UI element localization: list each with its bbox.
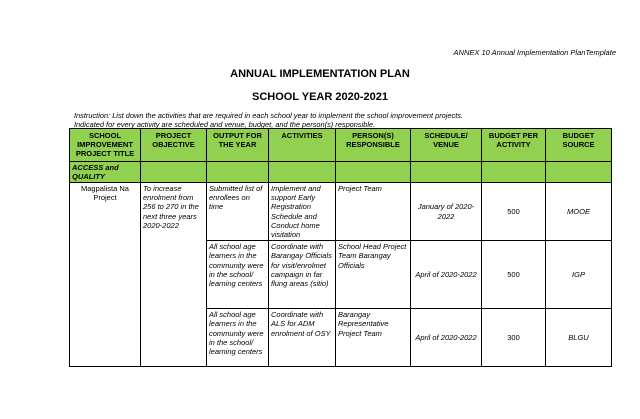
project-objective-cell: To increase enrolment from 256 to 270 in the next three years 2020-2022 bbox=[141, 183, 207, 241]
section-cell bbox=[269, 161, 336, 182]
project-objective-cell-continued bbox=[141, 241, 207, 309]
table-row bbox=[70, 183, 612, 241]
project-title-cell: Magpalista Na Project bbox=[70, 183, 141, 241]
header-row bbox=[70, 129, 612, 162]
budget-cell: 500 bbox=[482, 241, 546, 309]
persons-cell: School Head Project Team Barangay Officials bbox=[336, 241, 411, 309]
persons-cell: Project Team bbox=[336, 183, 411, 241]
schedule-cell: April of 2020-2022 bbox=[411, 309, 482, 367]
header-project-objective: PROJECT OBJECTIVE bbox=[141, 129, 207, 162]
output-cell: All school age learners in the community were in the school/ learning centers bbox=[207, 241, 269, 309]
budget-cell: 300 bbox=[482, 309, 546, 367]
activity-cell: Coordinate with ALS for ADM enrolment of OSY bbox=[269, 309, 336, 367]
instruction-line-2: Indicated for every activity are scheduled and venue, budget, and the person(s) responsible. bbox=[74, 120, 376, 129]
header-school-project-title: SCHOOL IMPROVEMENT PROJECT TITLE bbox=[70, 129, 141, 162]
source-cell: BLGU bbox=[546, 309, 612, 367]
page-title: ANNUAL IMPLEMENTATION PLAN bbox=[230, 68, 410, 80]
header-persons: PERSON(S) RESPONSIBLE bbox=[336, 129, 411, 162]
schedule-cell: January of 2020-2022 bbox=[411, 183, 482, 241]
table-row bbox=[70, 241, 612, 309]
section-label: ACCESS and QUALITY bbox=[70, 161, 141, 182]
table-row bbox=[70, 309, 612, 367]
header-output: OUTPUT FOR THE YEAR bbox=[207, 129, 269, 162]
project-title-cell-continued bbox=[70, 309, 141, 367]
header-source: BUDGET SOURCE bbox=[546, 129, 612, 162]
header-budget: BUDGET PER ACTIVITY bbox=[482, 129, 546, 162]
section-row bbox=[70, 161, 612, 182]
output-cell: Submitted list of enrollees on time bbox=[207, 183, 269, 241]
project-title-cell-continued bbox=[70, 241, 141, 309]
activity-cell: Implement and support Early Registration Schedule and Conduct home visitation bbox=[269, 183, 336, 241]
section-cell bbox=[482, 161, 546, 182]
page-subtitle: SCHOOL YEAR 2020-2021 bbox=[252, 91, 388, 103]
section-cell bbox=[411, 161, 482, 182]
source-cell: IGP bbox=[546, 241, 612, 309]
source-cell: MOOE bbox=[546, 183, 612, 241]
activity-cell: Coordinate with Barangay Officials for visit/enrolmet campaign in far flung areas (sitio) bbox=[269, 241, 336, 309]
section-cell bbox=[546, 161, 612, 182]
project-objective-cell-continued bbox=[141, 309, 207, 367]
header-schedule: SCHEDULE/ VENUE bbox=[411, 129, 482, 162]
implementation-plan-table bbox=[69, 128, 612, 367]
output-cell: All school age learners in the community were in the school/ learning centers bbox=[207, 309, 269, 367]
budget-cell: 500 bbox=[482, 183, 546, 241]
annex-label: ANNEX 10 Annual Implementation PlanTemplate bbox=[453, 48, 616, 57]
instruction-line-1: Instruction: List down the activities that are required in each school year to implement the school improvement projects. bbox=[74, 111, 464, 120]
persons-cell: Barangay Representative Project Team bbox=[336, 309, 411, 367]
section-cell bbox=[141, 161, 207, 182]
schedule-cell: April of 2020-2022 bbox=[411, 241, 482, 309]
section-cell bbox=[336, 161, 411, 182]
section-cell bbox=[207, 161, 269, 182]
header-activities: ACTIVITIES bbox=[269, 129, 336, 162]
